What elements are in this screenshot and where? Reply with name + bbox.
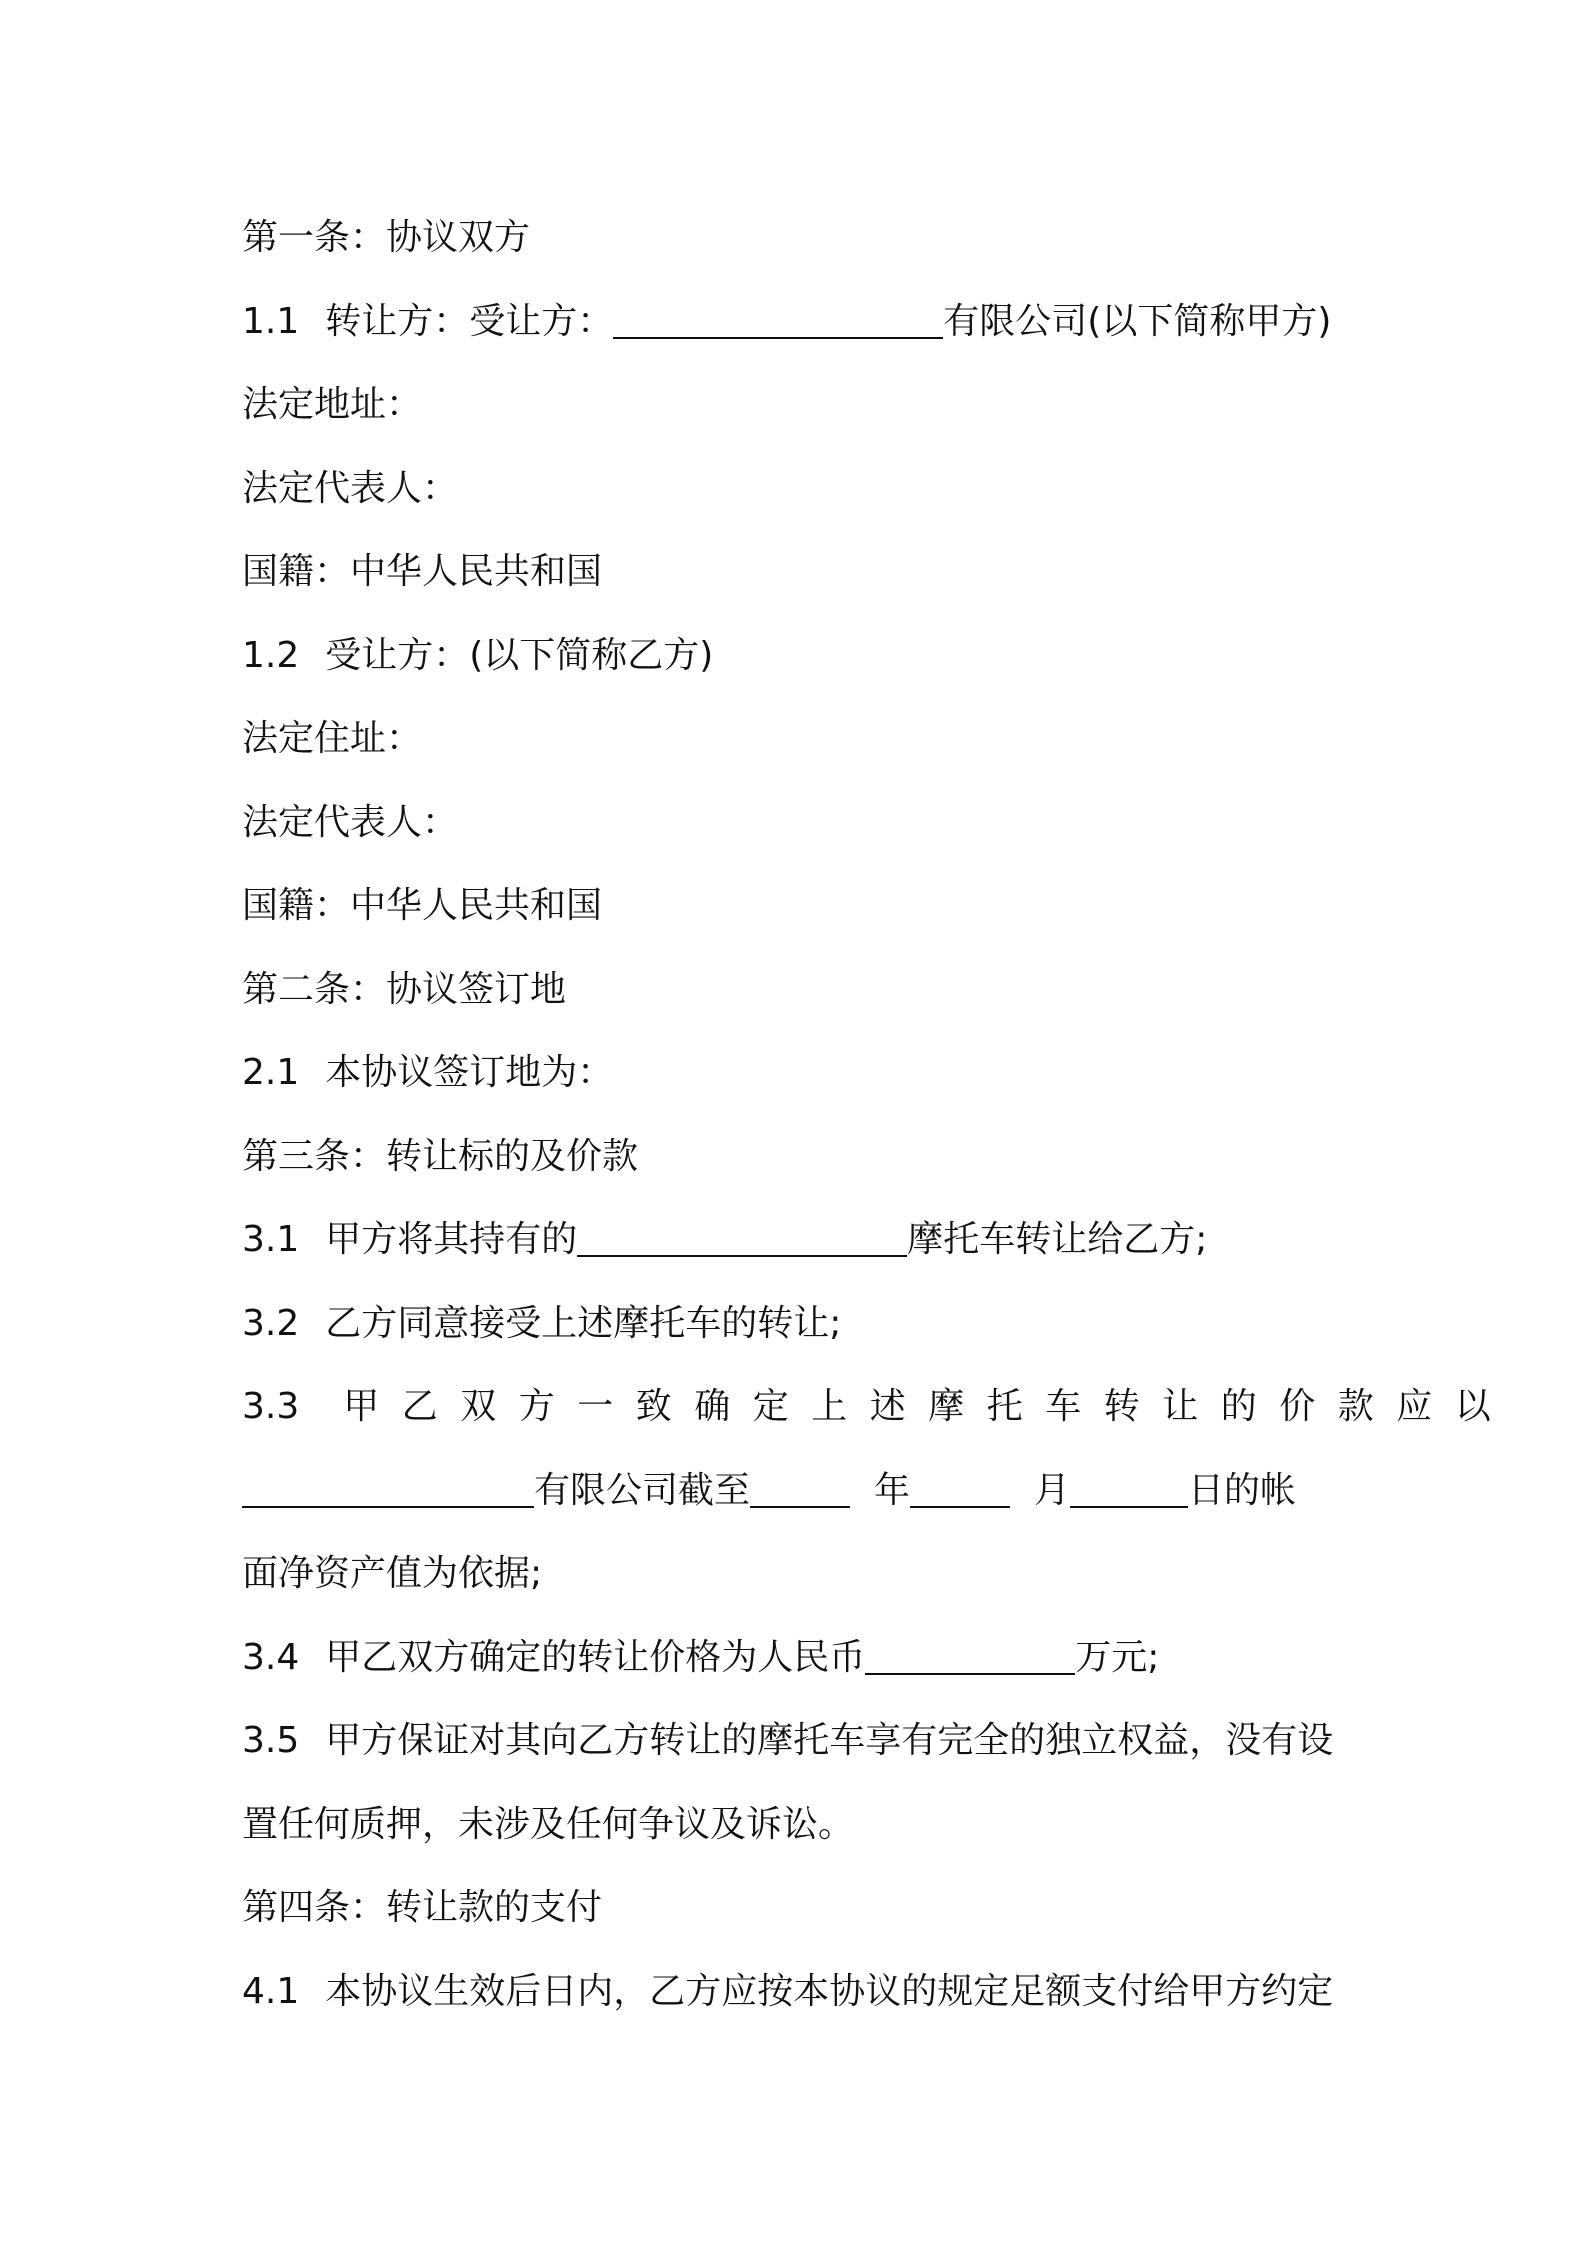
clause-4-1-text: 本协议生效后日内，乙方应按本协议的规定足额支付给甲方约定 (325, 1970, 1334, 2012)
month-label: 月 (1034, 1469, 1071, 1511)
blank-month (910, 1472, 1010, 1508)
party-b-representative (242, 781, 1354, 865)
day-label: 日的帐 (1188, 1469, 1297, 1511)
party-a-nationality-text: 国籍：中华人民共和国 (242, 551, 603, 592)
article-3-heading-text: 第三条：转让标的及价款 (242, 1135, 639, 1177)
party-b-nationality-text: 国籍：中华人民共和国 (242, 885, 603, 926)
blank-year (750, 1472, 850, 1508)
blank-motorcycle (577, 1221, 907, 1257)
clause-1-2 (242, 614, 1354, 698)
clause-3-1 (242, 1198, 1354, 1282)
clause-3-2-number: 3.2 (242, 1302, 300, 1344)
clause-3-5-number: 3.5 (242, 1720, 300, 1761)
party-a-address (242, 363, 1354, 447)
clause-3-3-company-text: 有限公司截至 (534, 1469, 751, 1511)
article-1-heading (242, 196, 1354, 280)
article-4-heading-text: 第四条：转让款的支付 (242, 1887, 603, 1928)
party-b-representative-label: 法定代表人： (242, 801, 459, 843)
clause-3-5-continued-text: 置任何质押，未涉及任何争议及诉讼。 (242, 1803, 855, 1845)
clause-3-5-continued (242, 1783, 1354, 1867)
clause-3-4-text-a: 甲乙双方确定的转让价格为人民币 (325, 1636, 866, 1678)
clause-3-3-end-text: 面净资产值为依据; (242, 1553, 543, 1594)
party-b-nationality (242, 864, 1354, 948)
blank-company-b (242, 1472, 534, 1508)
clause-4-1-number: 4.1 (242, 1970, 300, 2012)
clause-3-5 (242, 1699, 1354, 1783)
clause-1-1-text-a: 转让方：受让方： (325, 300, 614, 342)
clause-3-3-text: 甲乙双方一致确定上述摩托车转让的价款应以 (343, 1386, 1514, 1427)
article-1-heading-text: 第一条：协议双方 (242, 217, 531, 258)
clause-3-4-number: 3.4 (242, 1636, 300, 1678)
clause-3-1-text-b: 摩托车转让给乙方; (907, 1219, 1208, 1260)
article-4-heading (242, 1866, 1354, 1950)
clause-3-2-text: 乙方同意接受上述摩托车的转让; (325, 1302, 842, 1344)
clause-3-4 (242, 1616, 1354, 1700)
clause-2-1-number: 2.1 (242, 1052, 300, 1093)
clause-3-1-text-a: 甲方将其持有的 (325, 1219, 578, 1260)
clause-1-1 (242, 280, 1354, 364)
party-a-address-label: 法定地址： (242, 384, 423, 425)
clause-1-1-text-b: 有限公司(以下简称甲方) (943, 300, 1332, 342)
party-a-representative-label: 法定代表人： (242, 467, 459, 509)
blank-price (865, 1639, 1075, 1675)
party-a-nationality (242, 530, 1354, 614)
blank-day (1070, 1472, 1188, 1508)
clause-4-1 (242, 1950, 1354, 2034)
clause-1-2-text: 受让方：(以下简称乙方) (325, 634, 714, 676)
document-body (242, 196, 1514, 2033)
year-label: 年 (874, 1469, 911, 1511)
clause-3-3-number: 3.3 (242, 1386, 300, 1427)
article-3-heading (242, 1115, 1354, 1199)
clause-3-3 (242, 1365, 1514, 1449)
clause-2-1 (242, 1031, 1354, 1115)
clause-3-1-number: 3.1 (242, 1219, 300, 1260)
clause-3-3-continued (242, 1449, 1354, 1533)
party-a-representative (242, 447, 1354, 531)
blank-company-a (613, 303, 943, 339)
clause-1-1-number: 1.1 (242, 300, 300, 342)
party-b-address-label: 法定住址： (242, 718, 423, 759)
clause-1-2-number: 1.2 (242, 634, 300, 676)
article-2-heading-text: 第二条：协议签订地 (242, 968, 567, 1010)
clause-3-5-text: 甲方保证对其向乙方转让的摩托车享有完全的独立权益，没有设 (325, 1720, 1334, 1761)
clause-3-4-text-b: 万元; (1075, 1636, 1160, 1678)
party-b-address (242, 697, 1354, 781)
clause-3-3-end (242, 1532, 1354, 1616)
clause-2-1-text: 本协议签订地为： (325, 1052, 614, 1093)
clause-3-2 (242, 1282, 1354, 1366)
article-2-heading (242, 948, 1354, 1032)
